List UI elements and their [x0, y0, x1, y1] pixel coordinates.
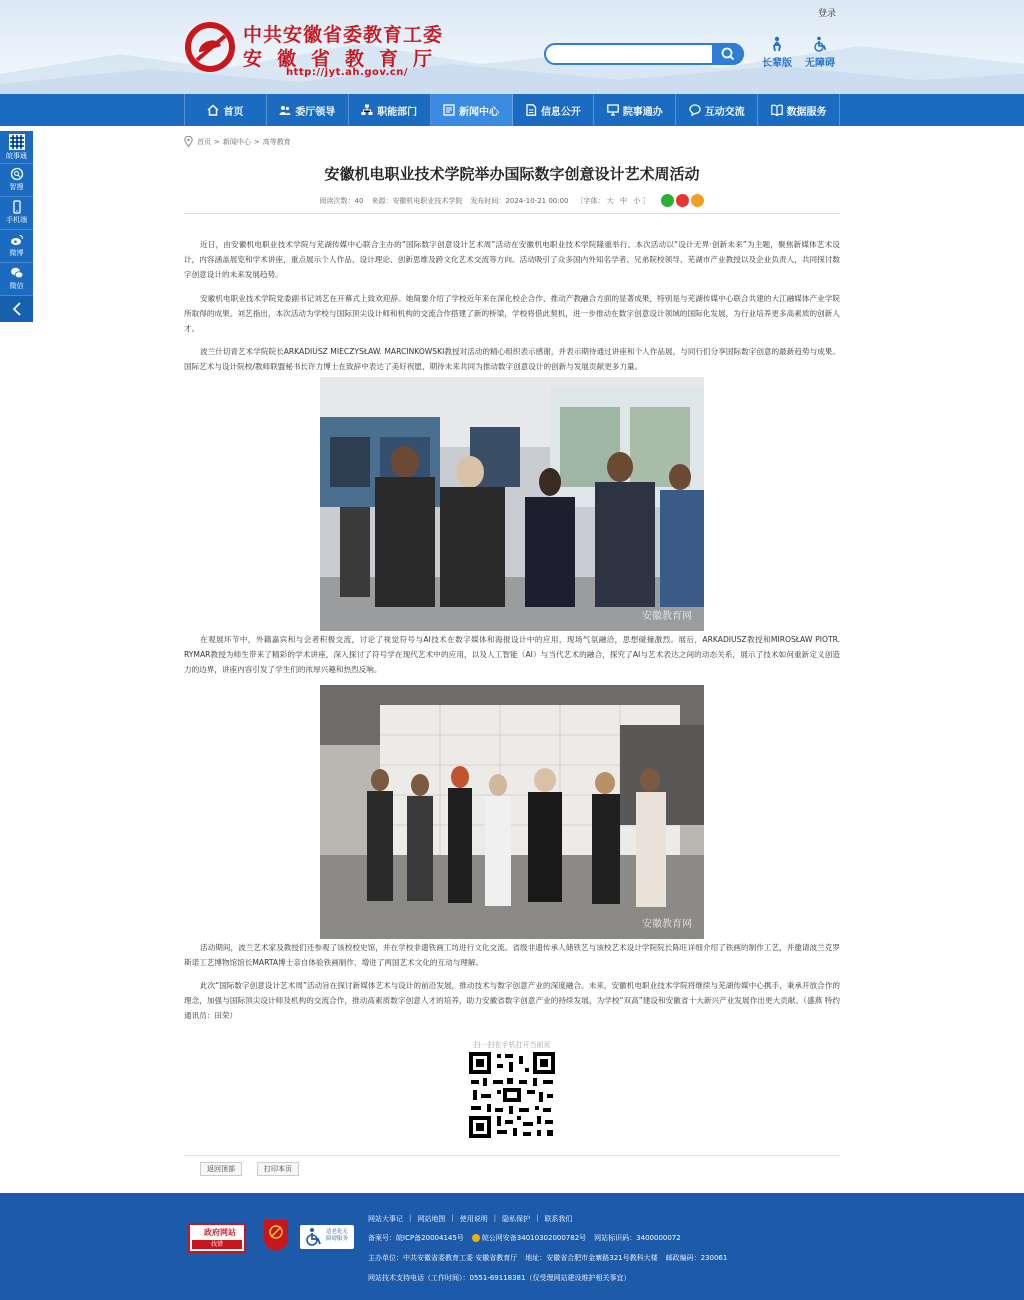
side-float-bar: [0, 131, 33, 322]
footer-link-sitemap[interactable]: 网站地图: [417, 1215, 446, 1223]
qr-caption: 扫一扫在手机打开当前页: [473, 1041, 551, 1049]
nav-label: 职能部门: [377, 106, 418, 118]
wechat-share-icon[interactable]: [661, 194, 674, 207]
accessibility-label: 无障碍: [805, 58, 835, 69]
smart-search-icon: [10, 167, 24, 181]
nav-label: 首页: [223, 106, 244, 118]
share-buttons: [661, 194, 704, 207]
article-paragraph: 波兰什切青艺术学院院长ARKADIUSZ MIECZYSŁAW. MARCINKOWSKI教授对活动的精心组织表示感谢，并表示期待通过讲座和个人作品展，与同行们分享国际数字创意的最新趋势与成果。国际艺术与设计院校/教师联盟秘书长许力博士在致辞中表达了美好祝愿，期待未来共同为推动数字创意设计的创新与发展贡献更多力量。: [184, 347, 840, 372]
monitor-icon: [607, 104, 619, 116]
breadcrumb-home[interactable]: 首页: [197, 137, 211, 146]
nav-label: 新闻中心: [459, 106, 500, 118]
breadcrumb-news[interactable]: 新闻中心: [222, 137, 251, 146]
nav-label: 院事通办: [622, 106, 663, 118]
footer-separator: |: [409, 1214, 412, 1222]
breadcrumb-separator: >: [253, 137, 260, 146]
footer-registration: [368, 1233, 681, 1243]
search-button[interactable]: [712, 43, 744, 65]
view-count: 阅读次数：40: [319, 196, 364, 205]
search-icon: [721, 47, 735, 61]
divider: [184, 213, 840, 214]
article-photo-exhibition: [320, 377, 704, 631]
float-label: 手机端: [6, 216, 27, 224]
host-unit: 主办单位：中共安徽省委教育工委 安徽省教育厅: [368, 1254, 518, 1262]
nav-leaders[interactable]: [267, 94, 349, 126]
float-item-search[interactable]: [0, 164, 33, 197]
doc-icon: [525, 104, 537, 116]
gov-error-report-badge[interactable]: [188, 1223, 246, 1253]
news-icon: [443, 104, 455, 116]
address: 地址：安徽省合肥市金寨路321号教科大楼: [525, 1254, 658, 1262]
font-size-control: ［字体： 大 中 小 ］: [576, 196, 650, 205]
print-page-button[interactable]: 打印本页: [257, 1162, 299, 1176]
article-paragraph: 在观展环节中，外籍嘉宾和与会者积极交流，讨论了视觉符号与AI技术在数字媒体和海报设计中的应用，现场气氛融洽，思想碰撞激烈。展后，ARKADIUSZ教授和MIROSŁAW PIOTR. RYMAR教授为师生带来了精彩的学术讲座，深入探讨了符号学在现代艺术中的应用，以及人工智能（AI）与当代艺术的融合，探究了AI与艺术表达之间的动态关系，展示了技术如何重新定义创造力的边界，讲座内容引发了学生们的浓厚兴趣和热烈反响。: [184, 635, 840, 675]
icp-number[interactable]: 备案号：皖ICP备20004145号: [368, 1234, 464, 1242]
elder-mode-link[interactable]: [757, 36, 797, 69]
login-link[interactable]: 登录: [817, 9, 836, 19]
qr-code-icon: [467, 1050, 557, 1140]
chat-icon: [689, 104, 701, 116]
collapse-button[interactable]: [0, 296, 33, 322]
aging-service-badge[interactable]: [300, 1225, 354, 1249]
qr-small-icon: [9, 134, 25, 150]
elder-icon: [769, 36, 785, 52]
site-footer: [0, 1193, 1024, 1300]
footer-separator: |: [493, 1214, 497, 1222]
footer-link-history[interactable]: 网站大事记: [368, 1215, 403, 1223]
home-icon: [207, 104, 219, 116]
footer-support: [368, 1273, 630, 1283]
chevron-left-icon: [12, 302, 22, 316]
footer-separator: |: [536, 1214, 539, 1222]
breadcrumb-separator: >: [214, 137, 220, 146]
float-label: 智搜: [9, 183, 24, 191]
main-nav: [0, 94, 1024, 126]
nav-interaction[interactable]: [676, 94, 758, 126]
breadcrumb: [184, 136, 291, 147]
police-badge-icon: [472, 1234, 480, 1242]
font-medium-button[interactable]: 中: [620, 196, 627, 205]
weibo-share-icon[interactable]: [676, 194, 689, 207]
aging-badge-text: 适老化无障碍服务: [326, 1229, 349, 1242]
float-label: 微信: [9, 282, 24, 290]
users-icon: [279, 104, 291, 116]
gov-badge-bottom: 找错: [192, 1240, 242, 1249]
publish-date: 发布时间：2024-10-21 00:00: [470, 196, 569, 205]
photo-watermark: 安徽教育网: [642, 919, 692, 930]
nav-departments[interactable]: [349, 94, 431, 126]
mountain-background: [0, 34, 1024, 94]
divider: [184, 1155, 840, 1156]
float-item-mobile[interactable]: [0, 197, 33, 230]
book-icon: [771, 104, 783, 116]
nav-data[interactable]: [758, 94, 840, 126]
nav-news[interactable]: [431, 94, 513, 126]
logo-url: http://jyt.ah.gov.cn/: [286, 67, 409, 78]
support-phone: 网站技术支持电话（工作时间）：0551-69118381（仅受理网站建设维护相关事宜）: [368, 1274, 631, 1282]
footer-link-guide[interactable]: 使用说明: [459, 1215, 488, 1223]
font-small-button[interactable]: 小: [633, 196, 641, 205]
nav-services[interactable]: [594, 94, 676, 126]
float-item-wechat[interactable]: [0, 263, 33, 296]
logo-icon[interactable]: [185, 22, 235, 72]
float-label: 微博: [9, 249, 24, 257]
float-label: 皖事通: [6, 152, 27, 160]
article-photo-group: [320, 685, 704, 939]
article-paragraph: 此次“国际数字创意设计艺术周”活动旨在探讨新媒体艺术与设计的前沿发展，推动技术与数字创意产业的深度融合。未来，安徽机电职业技术学院将继续与芜湖传媒中心携手，秉承开放合作的理念，加强与国际顶尖设计师及机构的交流合作，推动高素质数字创意人才的培养，助力安徽省数字创意产业的持续发展，为学校“双高”建设和安徽省十大新兴产业发展作出更大贡献。（盛燕 特约通讯员：田荣）: [184, 981, 840, 1021]
article-paragraph: 安徽机电职业技术学院党委副书记刘艺在开幕式上致欢迎辞。她简要介绍了学校近年来在深化校企合作、推动产教融合方面的显著成果，特别是与芜湖传媒中心联合共建的大江融媒体产业学院所取得的成果。刘艺指出，本次活动为学校与国际顶尖设计师和机构的交流合作搭建了新的桥梁，学校将借此契机，进一步推动在数字创意设计领域的国际化发展，为行业培养更多高素质的创新人才。: [184, 294, 840, 334]
breadcrumb-higher-education[interactable]: 高等教育: [262, 137, 291, 146]
float-item-weibo[interactable]: [0, 230, 33, 263]
nav-home[interactable]: [184, 94, 267, 126]
weibo-icon: [10, 233, 24, 247]
org-icon: [361, 104, 373, 116]
article-paragraph: 活动期间，波兰艺术家及教授们还参观了该校校史馆，并在学校非遗铁画工坊进行文化交流。省级非遗传承人储铁艺与该校艺术设计学院院长陈旺详细介绍了铁画的制作工艺，并邀请波兰克罗斯诺工艺博物馆馆长MARTA博士亲自体验铁画制作，增进了两国艺术文化的互动与理解。: [184, 943, 840, 968]
wheelchair-icon: [812, 36, 828, 52]
location-pin-icon: [184, 136, 193, 147]
footer-host-info: [368, 1253, 727, 1263]
footer-links: [368, 1214, 572, 1224]
article-source: 来源：安徽机电职业技术学院: [371, 196, 463, 205]
font-large-button[interactable]: 大: [606, 196, 614, 205]
site-header: [0, 0, 1024, 94]
photo-watermark: 安徽教育网: [642, 611, 692, 622]
nav-label: 数据服务: [786, 106, 827, 118]
wechat-icon: [10, 266, 24, 280]
site-code: 网站标识码：3400000072: [594, 1234, 681, 1242]
nav-label: 委厅领导: [295, 106, 336, 118]
article-title: 安徽机电职业技术学院举办国际数字创意设计艺术周活动: [324, 165, 700, 183]
footer-link-contact[interactable]: 联系我们: [544, 1215, 573, 1223]
nav-label: 互动交流: [704, 106, 745, 118]
wheelchair-icon: [303, 1227, 323, 1247]
mobile-icon: [10, 200, 24, 214]
nav-disclosure[interactable]: [513, 94, 595, 126]
party-emblem-icon[interactable]: [262, 1218, 290, 1252]
logo-title-line2: 安徽省教育厅: [243, 48, 448, 70]
article-meta: [184, 194, 840, 207]
float-item-wanshitong[interactable]: [0, 131, 33, 164]
elder-label: 长辈版: [762, 58, 792, 69]
article-paragraph: 近日，由安徽机电职业技术学院与芜湖传媒中心联合主办的“国际数字创意设计艺术周”活动在安徽机电职业技术学院隆重举行。本次活动以“设计无界·创新未来”为主题，聚焦新媒体艺术设计，内容涵盖展览和学术讲座，重点展示个人作品、设计理论、创新思维及跨文化艺术交流等方向。活动吸引了众多国内外知名学者、兄弟院校领导、芜湖市产业教授以及企业负责人，共同探讨数字创意设计的未来发展趋势。: [184, 240, 840, 280]
gov-badge-top: 政府网站: [204, 1228, 236, 1237]
accessibility-link[interactable]: [800, 36, 840, 69]
nav-label: 信息公开: [540, 106, 581, 118]
qzone-share-icon[interactable]: [691, 194, 704, 207]
back-to-top-button[interactable]: 返回顶部: [200, 1162, 242, 1176]
footer-link-privacy[interactable]: 隐私保护: [502, 1215, 531, 1223]
postcode: 邮政编码：230061: [665, 1254, 728, 1262]
logo-title-line1: 中共安徽省委教育工委: [243, 24, 444, 46]
footer-separator: |: [451, 1214, 454, 1222]
police-record[interactable]: 皖公网安备34010302000782号: [472, 1233, 586, 1243]
